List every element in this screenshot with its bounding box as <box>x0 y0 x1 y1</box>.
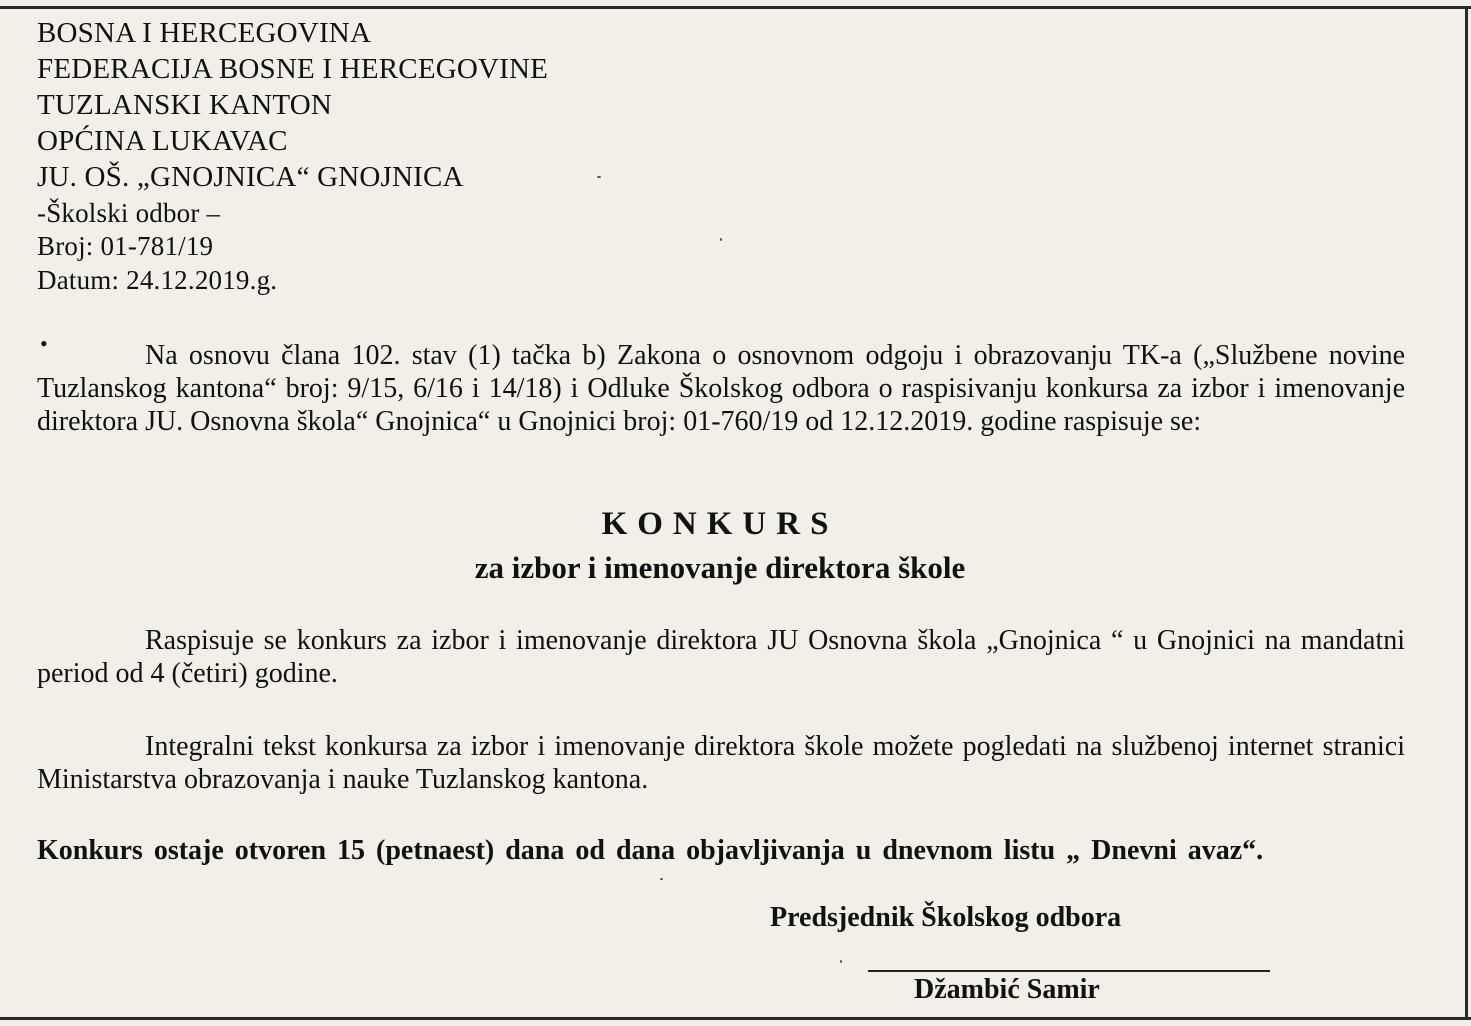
signature-name: Džambić Samir <box>914 974 1100 1005</box>
frame-top-border <box>0 6 1471 9</box>
header-board: -Školski odbor – <box>37 198 221 228</box>
header-number: Broj: 01-781/19 <box>37 231 214 261</box>
body-paragraph-1-text: Raspisuje se konkurs za izbor i imenovanje direktora JU Osnovna škola „Gnojnica “ u Gnojnici na mandatni period od 4 (četiri) godine. <box>37 625 1405 689</box>
frame-right-border <box>1465 6 1468 1020</box>
document-subtitle: za izbor i imenovanje direktora škole <box>474 550 966 585</box>
scan-speck <box>597 176 601 178</box>
header-school: JU. OŠ. „GNOJNICA“ GNOJNICA <box>37 161 464 193</box>
scan-speck <box>840 960 842 963</box>
header-municipality: OPĆINA LUKAVAC <box>37 125 288 157</box>
signature-title: Predsjednik Školskog odbora <box>770 902 1122 933</box>
header-federation: FEDERACIJA BOSNE I HERCEGOVINE <box>37 53 549 85</box>
document-title: KONKURS <box>601 506 839 542</box>
intro-text: Na osnovu člana 102. stav (1) tačka b) Zakona o osnovnom odgoju i obrazovanju TK-a („Službene novine Tuzlanskog kantona“ broj: 9/15, 6/16 i 14/18) i Odluke Školskog odbora o raspisivanju konkursa za izbor i imenovanje direktora JU. Osnovna škola“ Gnojnica“ u Gnojnici broj: 01-760/19 od 12.12.2019. godine raspisuje se: <box>37 340 1405 437</box>
signature-line <box>868 970 1270 972</box>
body-paragraph-2 <box>37 730 1405 796</box>
header-country: BOSNA I HERCEGOVINA <box>37 17 372 49</box>
intro-bullet: • <box>40 331 48 356</box>
scan-speck <box>720 238 722 241</box>
header-canton: TUZLANSKI KANTON <box>37 89 333 121</box>
body-paragraph-1 <box>37 624 1405 690</box>
frame-bottom-border <box>0 1017 1471 1020</box>
scan-speck <box>660 878 663 880</box>
header-date: Datum: 24.12.2019.g. <box>37 265 278 295</box>
intro-paragraph <box>37 339 1405 438</box>
closing-statement: Konkurs ostaje otvoren 15 (petnaest) dana od dana objavljivanja u dnevnom listu „ Dnevni avaz“. <box>37 835 1264 866</box>
body-paragraph-2-text: Integralni tekst konkursa za izbor i imenovanje direktora škole možete pogledati na službenoj internet stranici Ministarstva obrazovanja i nauke Tuzlanskog kantona. <box>37 731 1405 795</box>
